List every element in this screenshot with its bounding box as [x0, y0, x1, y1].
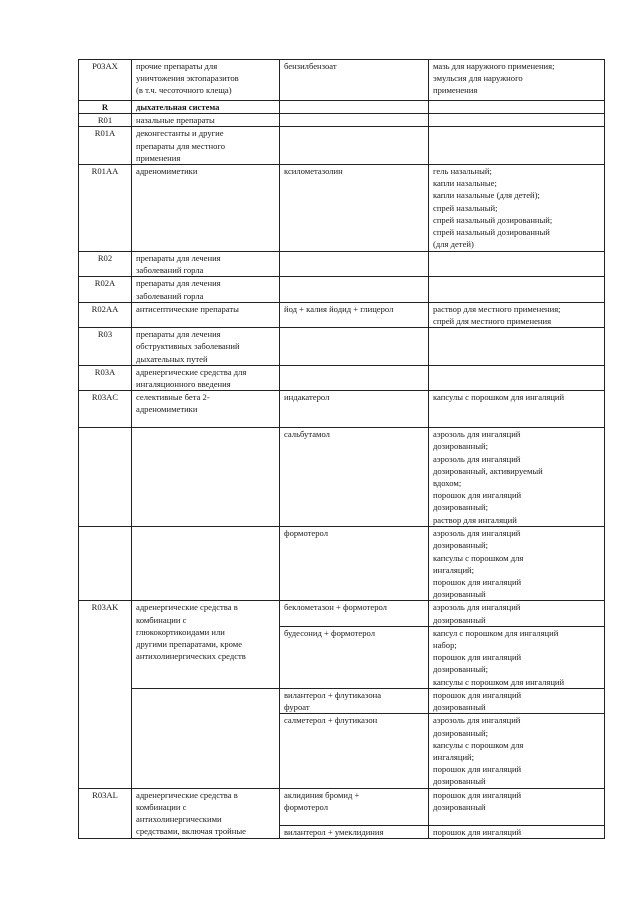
atc-code-cell: R02A: [79, 277, 132, 302]
dosage-form-cell: [429, 101, 605, 114]
dosage-form-cell: аэрозоль для ингаляций дозированный: [429, 601, 605, 626]
table-row: [79, 788, 605, 825]
group-name-cell: [132, 688, 280, 788]
atc-code-cell: [79, 527, 132, 601]
drug-name-cell: [280, 101, 429, 114]
dosage-form-cell: раствор для местного применения; спрей для местного применения: [429, 302, 605, 327]
drug-name-cell: сальбутамол: [280, 428, 429, 527]
dosage-form-cell: гель назальный; капли назальные; капли назальные (для детей); спрей назальный; спрей назальный дозированный; спрей назальный дозированный (для детей): [429, 165, 605, 252]
atc-code-cell: R01AA: [79, 165, 132, 252]
table-row: [79, 114, 605, 127]
group-name-cell: деконгестанты и другие препараты для местного применения: [132, 127, 280, 165]
drug-name-cell: йод + калия йодид + глицерол: [280, 302, 429, 327]
group-name-cell: [132, 527, 280, 601]
table-row: [79, 252, 605, 277]
atc-code-cell: R03AL: [79, 788, 132, 838]
drug-name-cell: будесонид + формотерол: [280, 626, 429, 688]
drug-name-cell: [280, 252, 429, 277]
dosage-form-cell: [429, 277, 605, 302]
table-row: [79, 101, 605, 114]
group-name-cell: антисептические препараты: [132, 302, 280, 327]
dosage-form-cell: порошок для ингаляций дозированный: [429, 688, 605, 713]
drug-name-cell: аклидиния бромид + формотерол: [280, 788, 429, 825]
dosage-form-cell: аэрозоль для ингаляций дозированный; аэрозоль для ингаляций дозированный, активируемый вдохом; порошок для ингаляций дозированный; раствор для ингаляций: [429, 428, 605, 527]
drug-name-cell: [280, 365, 429, 390]
table-row: [79, 688, 605, 713]
atc-code-cell: [79, 428, 132, 527]
drug-name-cell: индакатерол: [280, 391, 429, 428]
group-name-cell: адренергические средства для ингаляционного введения: [132, 365, 280, 390]
group-name-cell: адренергические средства в комбинации с глюкокортикоидами или другими препаратами, кроме антихолинергических средств: [132, 601, 280, 688]
dosage-form-cell: [429, 114, 605, 127]
atc-code-cell: R: [79, 101, 132, 114]
dosage-form-cell: [429, 365, 605, 390]
atc-code-cell: R03AK: [79, 601, 132, 788]
table-row: [79, 60, 605, 101]
group-name-cell: адренергические средства в комбинации с антихолинергическими средствами, включая тройные: [132, 788, 280, 838]
dosage-form-cell: капсул с порошком для ингаляций набор; порошок для ингаляций дозированный; капсулы с порошком для ингаляций: [429, 626, 605, 688]
group-name-cell: селективные бета 2- адреномиметики: [132, 391, 280, 428]
atc-code-cell: R02AA: [79, 302, 132, 327]
drug-name-cell: вилантерол + умеклидиния: [280, 825, 429, 838]
group-name-cell: прочие препараты для уничтожения эктопаразитов (в т.ч. чесоточного клеща): [132, 60, 280, 101]
table-row: [79, 328, 605, 366]
drug-classification-table: [78, 59, 605, 839]
drug-name-cell: [280, 328, 429, 366]
table-row: [79, 527, 605, 601]
drug-name-cell: [280, 127, 429, 165]
table-row: [79, 391, 605, 428]
atc-code-cell: P03AX: [79, 60, 132, 101]
table-row: [79, 302, 605, 327]
dosage-form-cell: [429, 252, 605, 277]
drug-name-cell: бензилбензоат: [280, 60, 429, 101]
drug-name-cell: беклометазон + формотерол: [280, 601, 429, 626]
atc-code-cell: R03A: [79, 365, 132, 390]
dosage-form-cell: [429, 127, 605, 165]
dosage-form-cell: [429, 328, 605, 366]
drug-name-cell: формотерол: [280, 527, 429, 601]
drug-name-cell: [280, 114, 429, 127]
group-name-cell: адреномиметики: [132, 165, 280, 252]
drug-name-cell: [280, 277, 429, 302]
atc-code-cell: R03AC: [79, 391, 132, 428]
drug-name-cell: вилантерол + флутиказона фуроат: [280, 688, 429, 713]
dosage-form-cell: капсулы с порошком для ингаляций: [429, 391, 605, 428]
dosage-form-cell: порошок для ингаляций: [429, 825, 605, 838]
group-name-cell: препараты для лечения заболеваний горла: [132, 277, 280, 302]
table-row: [79, 365, 605, 390]
table-row: [79, 127, 605, 165]
group-name-cell: [132, 428, 280, 527]
table-row: [79, 601, 605, 626]
group-name-cell: назальные препараты: [132, 114, 280, 127]
atc-code-cell: R01A: [79, 127, 132, 165]
table-row: [79, 277, 605, 302]
dosage-form-cell: аэрозоль для ингаляций дозированный; капсулы с порошком для ингаляций; порошок для ингаляций дозированный: [429, 527, 605, 601]
dosage-form-cell: порошок для ингаляций дозированный: [429, 788, 605, 825]
dosage-form-cell: аэрозоль для ингаляций дозированный; капсулы с порошком для ингаляций; порошок для ингаляций дозированный: [429, 714, 605, 788]
drug-name-cell: ксилометазолин: [280, 165, 429, 252]
drug-name-cell: салметерол + флутиказон: [280, 714, 429, 788]
atc-code-cell: R01: [79, 114, 132, 127]
group-name-cell: препараты для лечения заболеваний горла: [132, 252, 280, 277]
group-name-cell: дыхательная система: [132, 101, 280, 114]
group-name-cell: препараты для лечения обструктивных заболеваний дыхательных путей: [132, 328, 280, 366]
atc-code-cell: R02: [79, 252, 132, 277]
table-row: [79, 165, 605, 252]
dosage-form-cell: мазь для наружного применения; эмульсия для наружного применения: [429, 60, 605, 101]
table-row: [79, 428, 605, 527]
atc-code-cell: R03: [79, 328, 132, 366]
